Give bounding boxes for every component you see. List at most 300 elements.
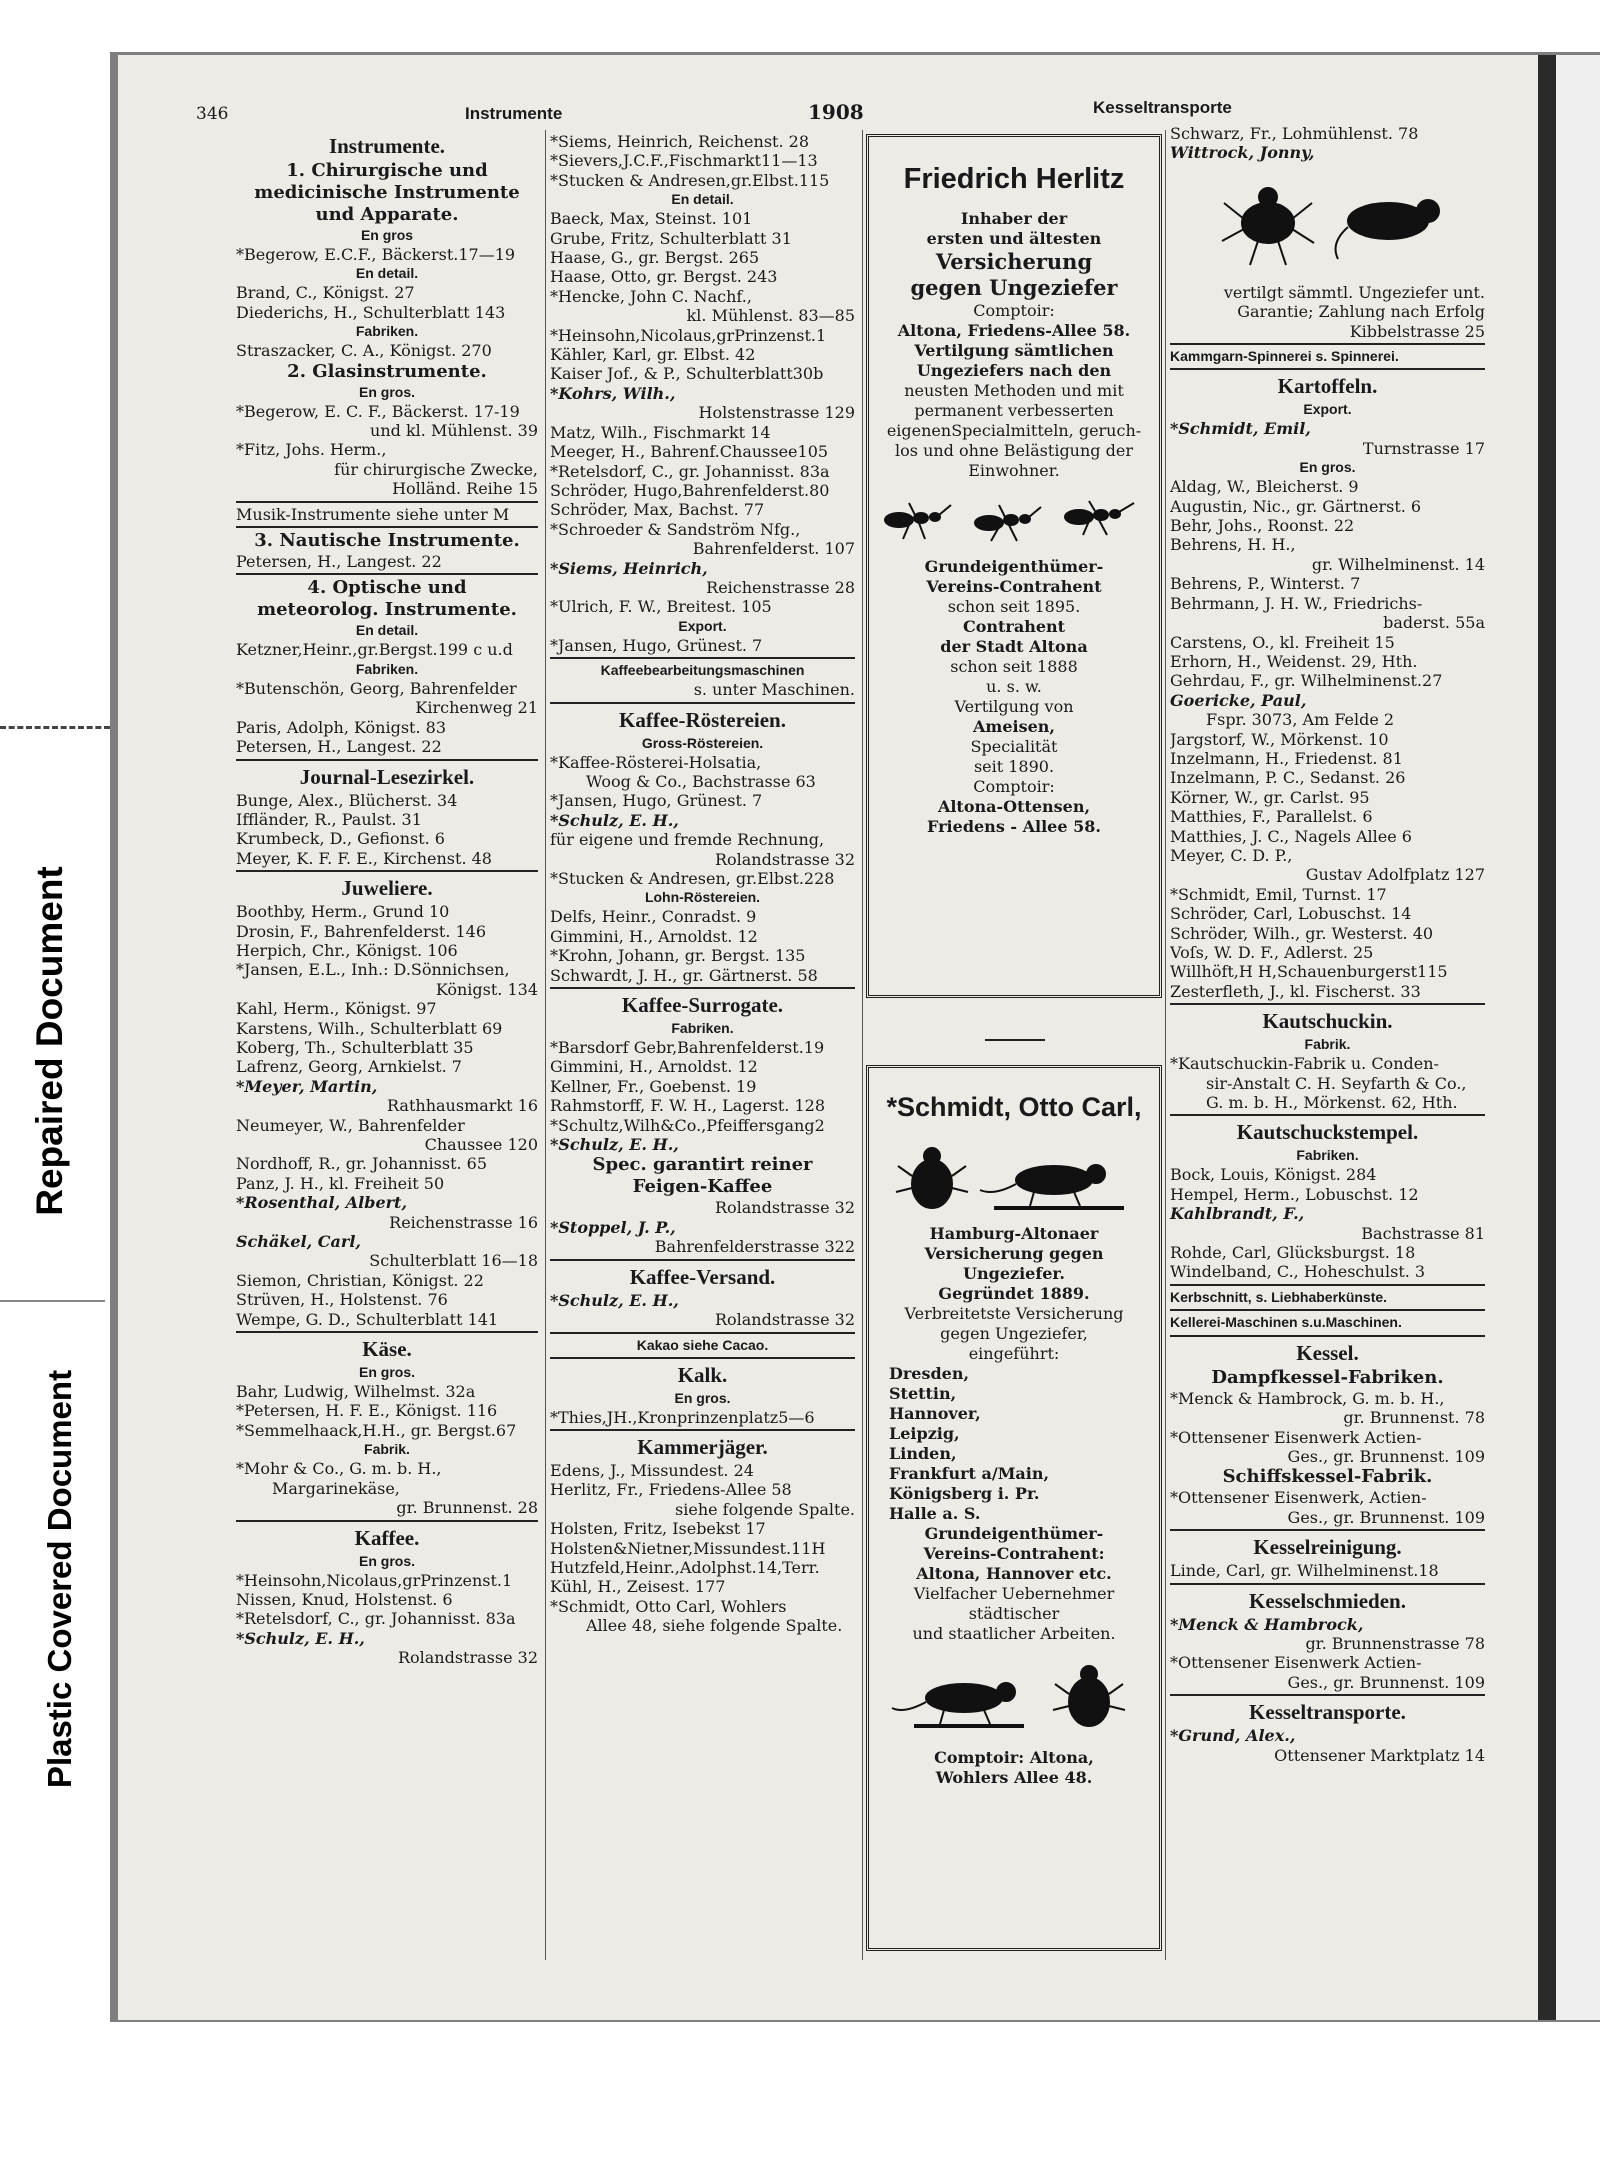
column-rule-3 — [1165, 130, 1166, 1960]
directory-entry: Ges., gr. Brunnenst. 109 — [1287, 1507, 1485, 1527]
directory-entry: Garantie; Zahlung nach Erfolg — [1237, 302, 1485, 322]
ad-line: Versicherung gegen — [924, 1244, 1104, 1263]
section-heading: Kesselreinigung. — [1253, 1535, 1402, 1560]
ad-line: der Stadt Altona — [940, 637, 1088, 656]
directory-entry: *Sievers,J.C.F.,Fischmarkt11—13 — [550, 151, 818, 171]
directory-entry: Holsten&Nietner,Missundest.11H — [550, 1538, 826, 1558]
category-label: En detail. — [355, 265, 419, 282]
directory-entry: Haase, Otto, gr. Bergst. 243 — [550, 267, 778, 287]
directory-entry: Gehrdau, F., gr. Wilhelminenst.27 — [1170, 671, 1443, 691]
directory-entry: *Retelsdorf, C., gr. Johannisst. 83a — [236, 1609, 516, 1629]
directory-entry: *Begerow, E. C. F., Bäckerst. 17-19 — [236, 401, 520, 421]
directory-entry: für eigene und fremde Rechnung, — [550, 830, 825, 850]
directory-entry: kl. Mühlenst. 83—85 — [686, 306, 855, 326]
divider — [550, 1259, 855, 1261]
ad-line: schon seit 1895. — [947, 597, 1081, 616]
category-label: En gros. — [358, 1364, 415, 1381]
directory-entry: *Schulz, E. H., — [236, 1628, 365, 1648]
section-heading: Kessel. — [1296, 1340, 1359, 1365]
category-label: En detail. — [355, 622, 419, 639]
directory-entry: Voſs, W. D. F., Adlerst. 25 — [1170, 943, 1374, 962]
section-heading: Kautschuckstempel. — [1236, 1120, 1419, 1145]
directory-entry: Baeck, Max, Steinst. 101 — [550, 209, 753, 229]
divider — [1170, 1284, 1485, 1286]
section-heading: Juweliere. — [341, 876, 433, 901]
directory-entry: *Siems, Heinrich, — [550, 558, 708, 578]
beetle-icon — [884, 1136, 1144, 1216]
directory-entry: Reichenstrasse 16 — [389, 1212, 538, 1232]
ad-line: Hannover, — [889, 1404, 981, 1423]
directory-entry: *Jansen, Hugo, Grünest. 7 — [550, 791, 763, 811]
category-label: Fabrik. — [1304, 1036, 1351, 1053]
directory-entry: Wempe, G. D., Schulterblatt 141 — [236, 1309, 499, 1329]
directory-entry: Meyer, C. D. P., — [1170, 845, 1293, 865]
directory-entry: *Stoppel, J. P., — [550, 1217, 676, 1237]
directory-entry: Petersen, H., Langest. 22 — [236, 552, 442, 572]
divider — [236, 870, 538, 872]
directory-entry: Fspr. 3073, Am Felde 2 — [1206, 710, 1395, 730]
directory-entry: Goericke, Paul, — [1170, 690, 1307, 710]
directory-entry: für chirurgische Zwecke, — [334, 459, 538, 479]
ad2-text — [869, 1224, 1159, 1364]
directory-entry: Grube, Fritz, Schulterblatt 31 — [550, 228, 792, 248]
ad-line: u. s. w. — [986, 677, 1042, 696]
ad-line: Altona-Ottensen, — [937, 797, 1091, 816]
divider — [1170, 1309, 1485, 1311]
directory-entry: Kerbschnitt, s. Liebhaberkünste. — [1170, 1288, 1388, 1305]
ad-line: Vertilgung sämtlichen — [914, 341, 1114, 360]
directory-entry: *Kautschuckin-Fabrik u. Conden- — [1170, 1054, 1439, 1074]
directory-entry: Drosin, F., Bahrenfelderst. 146 — [236, 921, 487, 941]
directory-entry: Lafrenz, Georg, Arnkielst. 7 — [236, 1057, 462, 1077]
category-label: Fabrik. — [364, 1441, 410, 1458]
directory-entry: siehe folgende Spalte. — [675, 1499, 855, 1519]
ad-line: Friedens - Allee 58. — [927, 817, 1101, 836]
ad-line: Comptoir: Altona, — [934, 1748, 1094, 1767]
directory-entry: Rolandstrasse 32 — [397, 1648, 538, 1668]
directory-entry: *Fitz, Johs. Herm., — [236, 440, 387, 460]
directory-entry: *Rosenthal, Albert, — [236, 1193, 408, 1213]
directory-entry: Bachstrasse 81 — [1361, 1223, 1485, 1243]
directory-entry: *Schulz, E. H., — [550, 1290, 679, 1310]
ad-text-2 — [869, 557, 1159, 837]
directory-entry: Matthies, J. C., Nagels Allee 6 — [1170, 826, 1412, 846]
directory-entry: Panz, J. H., kl. Freiheit 50 — [236, 1173, 445, 1193]
directory-entry: gr. Brunnenstrasse 78 — [1305, 1633, 1485, 1653]
directory-entry: Schwarz, Fr., Lohmühlenst. 78 — [1170, 124, 1419, 143]
directory-entry: gr. Brunnenst. 28 — [396, 1498, 538, 1518]
ad-line: seit 1890. — [973, 757, 1055, 776]
ad-line: los und ohne Belästigung der — [895, 441, 1133, 460]
ad-line: Dresden, — [889, 1364, 970, 1383]
directory-entry: *Menck & Hambrock, G. m. b. H., — [1170, 1388, 1445, 1408]
directory-entry: Inzelmann, P. C., Sedanst. 26 — [1170, 768, 1406, 788]
directory-entry: *Retelsdorf, C., gr. Johannisst. 83a — [550, 461, 830, 481]
directory-entry: Erhorn, H., Weidenst. 29, Hth. — [1170, 651, 1418, 671]
ad-line: Altona, Hannover etc. — [916, 1564, 1112, 1583]
ad-line: Wohlers Allee 48. — [935, 1768, 1093, 1787]
repaired-document-label: Repaired Document — [29, 866, 70, 1216]
directory-entry: Delfs, Heinr., Conradst. 9 — [550, 907, 757, 927]
directory-entry: Rolandstrasse 32 — [714, 849, 855, 869]
directory-entry: Kellerei-Maschinen s.u.Maschinen. — [1170, 1314, 1402, 1331]
column-rule-2 — [862, 130, 863, 1960]
directory-entry: Gimmini, H., Arnoldst. 12 — [550, 1057, 758, 1077]
directory-entry: G. m. b. H., Mörkenst. 62, Hth. — [1206, 1093, 1458, 1113]
directory-entry: Schröder, Hugo,Bahrenfelderst.80 — [550, 480, 830, 500]
directory-entry: Karstens, Wilh., Schulterblatt 69 — [236, 1018, 503, 1038]
divider — [1170, 1114, 1485, 1116]
ad-line: Vertilgung von — [954, 697, 1074, 716]
divider — [236, 573, 538, 575]
ad-line: Stettin, — [889, 1384, 957, 1403]
directory-entry: Nordhoff, R., gr. Johannisst. 65 — [236, 1154, 488, 1174]
section-heading: Kalk. — [677, 1362, 728, 1387]
directory-entry: Rathhausmarkt 16 — [387, 1096, 538, 1116]
category-label: En gros. — [674, 1389, 731, 1406]
directory-entry: Linde, Carl, gr. Wilhelminenst.18 — [1170, 1561, 1439, 1581]
section-heading: Kartoffeln. — [1277, 374, 1378, 399]
directory-entry: *Schulz, E. H., — [550, 1135, 679, 1155]
subsection-heading: 2. Glasinstrumente. — [287, 360, 487, 382]
directory-entry: Windelband, C., Hoheschulst. 3 — [1170, 1262, 1426, 1282]
directory-entry: *Schmidt, Emil, Turnst. 17 — [1170, 884, 1387, 904]
category-label: En gros — [360, 227, 414, 243]
category-label: Export. — [678, 617, 727, 634]
directory-entry: Herpich, Chr., Königst. 106 — [236, 940, 458, 960]
directory-entry: Rahmstorff, F. W. H., Lagerst. 128 — [550, 1096, 826, 1116]
directory-entry: gr. Brunnenst. 78 — [1343, 1408, 1485, 1428]
directory-entry: Schröder, Wilh., gr. Westerst. 40 — [1170, 923, 1434, 943]
directory-entry: Reichenstrasse 28 — [706, 577, 855, 597]
header-right-word: Kesseltransporte — [1093, 98, 1232, 117]
directory-entry: vertilgt sämmtl. Ungeziefer unt. — [1223, 282, 1485, 302]
ad-line: permanent verbesserten — [914, 401, 1114, 420]
directory-entry: Bock, Louis, Königst. 284 — [1170, 1165, 1377, 1185]
directory-entry: *Petersen, H. F. E., Königst. 116 — [236, 1401, 498, 1421]
directory-entry: Margarinekäse, — [272, 1478, 400, 1498]
directory-entry: *Ulrich, F. W., Breitest. 105 — [550, 597, 772, 617]
ad-line: und staatlicher Arbeiten. — [912, 1624, 1116, 1643]
rat-beetle-illustration — [869, 1654, 1159, 1738]
section-heading: Kesseltransporte. — [1249, 1700, 1406, 1725]
ant-illustration — [869, 495, 1159, 549]
subsection-heading: und Apparate. — [315, 204, 459, 225]
directory-entry: Kibbelstrasse 25 — [1349, 321, 1485, 341]
section-heading: Kaffee-Röstereien. — [619, 707, 786, 732]
ad-line: Gegründet 1889. — [938, 1284, 1090, 1303]
header-year: 1908 — [808, 100, 864, 124]
directory-entry: *Menck & Hambrock, — [1170, 1614, 1364, 1634]
ad-line: Grundeigenthümer- — [924, 557, 1104, 576]
ad-line: gegen Ungeziefer, — [940, 1324, 1088, 1343]
directory-entry: *Schroeder & Sandström Nfg., — [550, 519, 801, 539]
directory-entry: *Ottensener Eisenwerk Actien- — [1170, 1427, 1422, 1447]
directory-entry: Rolandstrasse 32 — [714, 1198, 855, 1218]
directory-entry: *Begerow, E.C.F., Bäckerst.17—19 — [236, 245, 516, 264]
section-heading: Kaffee-Surrogate. — [621, 993, 784, 1018]
directory-entry: *Mohr & Co., G. m. b. H., — [236, 1459, 442, 1479]
directory-entry: *Schultz,Wilh&Co.,Pfeiffersgang2 — [550, 1115, 825, 1135]
directory-entry: Schulterblatt 16—18 — [369, 1251, 538, 1271]
directory-entry: Hempel, Herm., Lobuschst. 12 — [1170, 1184, 1419, 1204]
category-label: En detail. — [671, 191, 734, 208]
directory-entry: Meeger, H., Bahrenf.Chaussee105 — [550, 442, 829, 462]
directory-entry: Kahlbrandt, F., — [1170, 1204, 1305, 1224]
divider — [236, 526, 538, 528]
directory-entry: Holsten, Fritz, Isebekst 17 — [550, 1519, 766, 1539]
ad-divider — [985, 1039, 1045, 1041]
section-heading: Kesselschmieden. — [1249, 1588, 1406, 1613]
directory-entry: Strüven, H., Holstenst. 76 — [236, 1290, 448, 1310]
directory-entry: Schröder, Carl, Lobuschst. 14 — [1170, 904, 1412, 924]
rat-icon — [884, 1654, 1144, 1734]
section-heading: Käse. — [362, 1337, 412, 1362]
ad-line: eingeführt: — [968, 1344, 1060, 1363]
page-margin — [1556, 55, 1600, 2020]
directory-entry: Ges., gr. Brunnenst. 109 — [1287, 1672, 1485, 1692]
directory-entry: Gustav Adolfplatz 127 — [1305, 865, 1485, 885]
directory-entry: Paris, Adolph, Königst. 83 — [236, 717, 446, 737]
divider — [1170, 1529, 1485, 1531]
category-label: Fabriken. — [355, 660, 419, 677]
ad2-text-2 — [869, 1524, 1159, 1644]
directory-entry: Straszacker, C. A., Königst. 270 — [236, 341, 492, 361]
page-edge — [1538, 55, 1556, 2020]
directory-entry: Boothby, Herm., Grund 10 — [236, 902, 450, 922]
category-label: Export. — [1303, 401, 1352, 418]
ad-line: Comptoir: — [973, 777, 1055, 796]
subsection-heading: 1. Chirurgische und — [286, 160, 488, 181]
ad-line: Ungeziefers nach den — [916, 361, 1112, 380]
category-label: En gros. — [358, 1552, 415, 1569]
divider — [1170, 1583, 1485, 1585]
directory-entry: *Schmidt, Otto Carl, Wohlers — [550, 1596, 787, 1616]
ad-line: Königsberg i. Pr. — [889, 1484, 1040, 1503]
directory-entry: Kaiser Jof., & P., Schulterblatt30b — [550, 364, 824, 384]
directory-entry: Augustin, Nic., gr. Gärtnerst. 6 — [1170, 496, 1422, 516]
divider — [550, 1429, 855, 1431]
directory-entry: Ges., gr. Brunnenst. 109 — [1287, 1446, 1485, 1466]
ad-title: Friedrich Herlitz — [903, 163, 1125, 195]
directory-entry: Bahr, Ludwig, Wilhelmst. 32a — [236, 1382, 476, 1402]
directory-entry: Aldag, W., Bleicherst. 9 — [1170, 477, 1359, 497]
category-label: Kaffeebearbeitungsmaschinen — [600, 662, 805, 679]
directory-entry: Chaussee 120 — [424, 1135, 538, 1154]
subsection-heading: Spec. garantirt reiner — [592, 1154, 813, 1176]
divider — [1170, 343, 1485, 345]
ad-line: Specialität — [970, 737, 1058, 756]
section-heading: Instrumente. — [328, 134, 446, 158]
directory-entry: *Meyer, Martin, — [236, 1076, 378, 1096]
section-heading: Kammerjäger. — [637, 1434, 768, 1459]
directory-entry: *Ottensener Eisenwerk, Actien- — [1170, 1488, 1427, 1508]
directory-entry: Kammgarn-Spinnerei s. Spinnerei. — [1170, 348, 1399, 365]
ad-line: neusten Methoden und mit — [904, 381, 1124, 400]
ad-line: schon seit 1888 — [950, 657, 1078, 676]
directory-entry: und kl. Mühlenst. 39 — [370, 421, 538, 441]
directory-entry: Schröder, Max, Bachst. 77 — [550, 500, 765, 520]
directory-entry: Behrens, P., Winterst. 7 — [1170, 574, 1361, 594]
directory-entry: Diederichs, H., Schulterblatt 143 — [236, 302, 506, 322]
subsection-heading: Schiffskessel-Fabrik. — [1222, 1466, 1433, 1488]
subsection-heading: 3. Nautische Instrumente. — [254, 530, 520, 552]
directory-entry: Zesterfleth, J., kl. Fischerst. 33 — [1170, 981, 1421, 1001]
category-label: Kakao siehe Cacao. — [636, 1336, 769, 1353]
directory-entry: Neumeyer, W., Bahrenfelder — [236, 1115, 465, 1135]
directory-entry: Bahrenfelderstrasse 322 — [654, 1237, 855, 1257]
directory-entry: Herlitz, Fr., Friedens-Allee 58 — [550, 1480, 792, 1500]
divider — [236, 759, 538, 761]
divider — [550, 1357, 855, 1359]
ad-line: ersten und ältesten — [926, 229, 1102, 248]
divider — [550, 1332, 855, 1334]
ad-line: Leipzig, — [889, 1424, 960, 1443]
category-label: Gross-Röstereien. — [641, 734, 764, 751]
ad-line: Comptoir: — [973, 301, 1055, 320]
schmidt-advertisement — [866, 1065, 1162, 1951]
sidebar — [0, 0, 105, 2177]
directory-entry: *Heinsohn,Nicolaus,grPrinzenst.1 — [550, 325, 827, 345]
beetle-rat-illustration — [869, 1136, 1159, 1220]
plastic-covered-label: Plastic Covered Document — [41, 1369, 78, 1789]
directory-entry: Woog & Co., Bachstrasse 63 — [586, 771, 816, 791]
divider — [236, 1520, 538, 1522]
directory-entry: *Butenschön, Georg, Bahrenfelder — [236, 678, 517, 698]
directory-entry: Holstenstrasse 129 — [698, 403, 855, 423]
subsection-heading: Dampfkessel-Fabriken. — [1211, 1366, 1444, 1388]
subsection-heading: Feigen-Kaffee — [632, 1176, 773, 1198]
divider — [236, 1331, 538, 1333]
directory-entry: baderst. 55a — [1383, 613, 1485, 633]
directory-entry: *Stucken & Andresen, gr.Elbst.228 — [550, 869, 835, 888]
category-label: En gros. — [358, 383, 415, 400]
directory-entry: Behrmann, J. H. W., Friedrichs- — [1170, 593, 1423, 613]
directory-entry: Königst. 134 — [435, 979, 538, 999]
ad-line: Linden, — [889, 1444, 957, 1463]
herlitz-advertisement — [866, 134, 1162, 998]
directory-entry: *Jansen, Hugo, Grünest. 7 — [550, 635, 763, 655]
directory-entry: Jargstorf, W., Mörkenst. 10 — [1170, 729, 1389, 749]
directory-entry: Siemon, Christian, Königst. 22 — [236, 1270, 484, 1290]
directory-entry: *Ottensener Eisenwerk Actien- — [1170, 1653, 1422, 1673]
directory-entry: Kühl, H., Zeisest. 177 — [550, 1577, 726, 1597]
directory-entry: Bahrenfelderst. 107 — [692, 539, 855, 559]
directory-entry: *Grund, Alex., — [1170, 1726, 1296, 1746]
divider — [1170, 1003, 1485, 1005]
directory-entry: Meyer, K. F. F. E., Kirchenst. 48 — [236, 848, 492, 868]
ad-line: Inhaber der — [960, 209, 1068, 228]
ad-line: Halle a. S. — [889, 1504, 981, 1523]
section-heading: Kautschuckin. — [1262, 1009, 1393, 1034]
directory-entry: *Thies,JH.,Kronprinzenplatz5—6 — [550, 1407, 815, 1427]
directory-entry: Kähler, Karl, gr. Elbst. 42 — [550, 345, 756, 365]
ad-line: Grundeigenthümer- — [924, 1524, 1104, 1543]
divider — [236, 501, 538, 503]
column-2 — [550, 132, 855, 1636]
ad-line: Frankfurt a/Main, — [889, 1464, 1050, 1483]
ad-line: gegen Ungeziefer — [910, 275, 1118, 300]
ad2-title: *Schmidt, Otto Carl, — [886, 1092, 1142, 1122]
ad-line: Vielfacher Uebernehmer — [913, 1584, 1115, 1603]
directory-entry: Ottensener Marktplatz 14 — [1274, 1745, 1485, 1765]
directory-entry: Kellner, Fr., Goebenst. 19 — [550, 1076, 757, 1096]
subsection-heading: medicinische Instrumente — [254, 182, 520, 203]
directory-entry: Matthies, F., Parallelst. 6 — [1170, 807, 1373, 827]
directory-entry: Carstens, O., kl. Freiheit 15 — [1170, 632, 1395, 652]
column-1 — [236, 132, 538, 1668]
ad-line: Vereins-Contrahent — [926, 577, 1102, 596]
directory-entry: *Kaffee-Rösterei-Holsatia, — [550, 752, 762, 772]
ad-line: Altona, Friedens-Allee 58. — [897, 321, 1131, 340]
page-number: 346 — [196, 104, 229, 124]
directory-entry: *Barsdorf Gebr,Bahrenfelderst.19 — [550, 1038, 825, 1058]
directory-entry: Bunge, Alex., Blücherst. 34 — [236, 790, 458, 810]
directory-entry: Holländ. Reihe 15 — [392, 479, 538, 499]
section-heading: Kaffee. — [354, 1525, 420, 1550]
directory-entry: Behrens, H. H., — [1170, 535, 1296, 555]
ad2-cities — [869, 1364, 1159, 1524]
directory-entry: Kahl, Herm., Königst. 97 — [236, 999, 437, 1019]
directory-entry: *Hencke, John C. Nachf., — [550, 286, 752, 306]
category-label: Fabriken. — [355, 323, 419, 340]
directory-entry: Rohde, Carl, Glücksburgst. 18 — [1170, 1243, 1416, 1263]
ad-text — [869, 209, 1159, 481]
directory-entry: Nissen, Knud, Holstenst. 6 — [236, 1589, 453, 1609]
divider — [550, 657, 855, 659]
directory-entry: Turnstrasse 17 — [1362, 438, 1485, 458]
divider — [1170, 1335, 1485, 1337]
column-4 — [1170, 124, 1485, 1765]
directory-entry: Rolandstrasse 32 — [714, 1310, 855, 1330]
directory-entry: *Schmidt, Emil, — [1170, 419, 1311, 439]
ad-line: Contrahent — [962, 617, 1066, 636]
directory-entry: *Kohrs, Wilh., — [550, 383, 676, 403]
directory-entry: *Jansen, E.L., Inh.: D.Sönnichsen, — [236, 960, 510, 980]
directory-entry: *Heinsohn,Nicolaus,grPrinzenst.1 — [236, 1570, 513, 1590]
directory-entry: Ketzner,Heinr.,gr.Bergst.199 c u.d — [236, 640, 513, 660]
subsection-heading: meteorolog. Instrumente. — [257, 599, 517, 621]
directory-entry: Haase, G., gr. Bergst. 265 — [550, 248, 760, 268]
ad-line: Versicherung — [935, 249, 1093, 274]
directory-entry: *Siems, Heinrich, Reichenst. 28 — [550, 132, 809, 151]
directory-entry: Petersen, H., Langest. 22 — [236, 737, 442, 757]
directory-entry: gr. Wilhelminenst. 14 — [1311, 554, 1485, 574]
divider — [550, 702, 855, 704]
directory-entry: Willhöft,H H,Schauenburgerst115 — [1170, 962, 1448, 982]
ad-line: städtischer — [968, 1604, 1060, 1623]
ad-line: Ungeziefer. — [963, 1264, 1065, 1283]
divider — [550, 987, 855, 989]
directory-entry: Gimmini, H., Arnoldst. 12 — [550, 926, 758, 946]
directory-entry: Krumbeck, D., Gefionst. 6 — [236, 829, 445, 849]
insects-illustration — [1170, 163, 1485, 283]
bottom-margin — [105, 2022, 1600, 2177]
directory-entry: Edens, J., Missundest. 24 — [550, 1460, 754, 1480]
dashed-separator — [0, 726, 110, 729]
divider — [1170, 368, 1485, 370]
directory-entry: Körner, W., gr. Carlst. 95 — [1170, 787, 1370, 807]
header-left-word: Instrumente — [465, 104, 563, 123]
category-label: Lohn-Röstereien. — [644, 889, 761, 906]
section-heading: Journal-Lesezirkel. — [299, 764, 475, 789]
category-label: Fabriken. — [671, 1020, 734, 1037]
subsection-heading: 4. Optische und — [307, 577, 467, 599]
directory-entry: Inzelmann, H., Friedenst. 81 — [1170, 748, 1403, 768]
directory-entry: s. unter Maschinen. — [693, 680, 855, 700]
directory-entry: Matz, Wilh., Fischmarkt 14 — [550, 422, 771, 442]
ad2-footer — [869, 1748, 1159, 1788]
